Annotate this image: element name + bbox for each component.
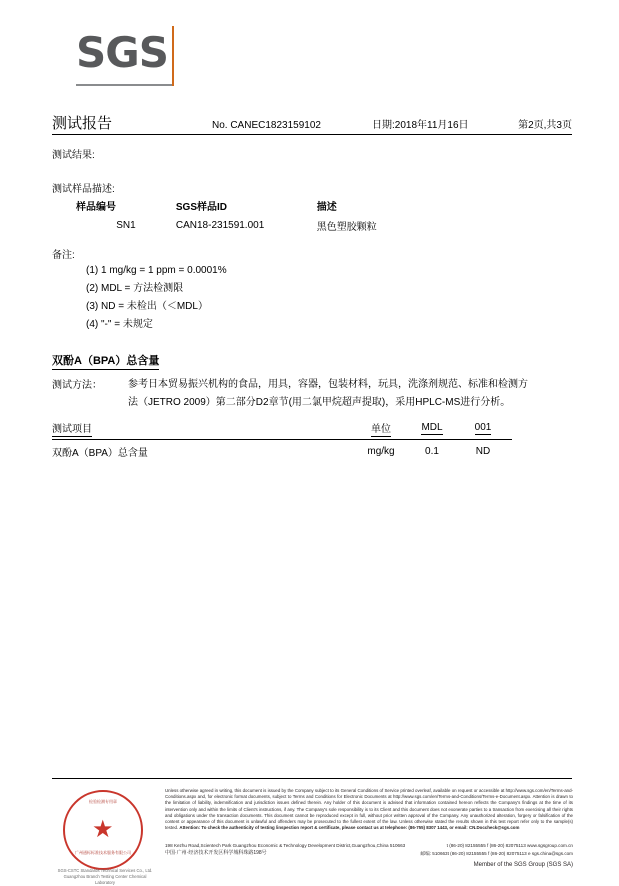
cell-unit: mg/kg [367,446,395,457]
column-header-unit [352,420,410,440]
footer-divider [52,778,572,779]
column-header-sample-no: 样品编号 [76,202,116,213]
sgs-logo [76,30,186,76]
results-label: 测试结果: [52,150,95,161]
cell-mdl: 0.1 [425,446,439,457]
method-line: 参考日本贸易振兴机构的食品，用具，容器，包装材料，玩具，洗涤剂规范、标准和检测方 [128,379,528,390]
company-seal [57,790,153,885]
cell-result-001: ND [475,446,491,457]
footer-disclaimer [165,788,573,831]
table-header-row [52,420,512,440]
test-method-text [128,376,528,412]
column-header-sgs-id: SGS样品ID [175,202,227,213]
column-header-test-item-label: 测试项目 [52,424,92,435]
member-line: Member of the SGS Group (SGS SA) [473,862,573,868]
cell-test-item: 双酚A（BPA）总含量 [52,448,148,459]
list-item: (2) MDL = 方法检测限 [86,283,184,294]
page-title: 测试报告 [52,115,113,132]
test-method-label: 测试方法： [52,380,102,391]
column-header-sample-001 [454,420,512,440]
sample-table [76,198,496,233]
list-item: (3) ND = 未检出（＜MDL） [86,301,208,312]
cell-sample-no: SN1 [116,220,136,231]
column-header-unit-label: 单位 [371,424,391,435]
result-table [52,420,512,459]
column-header-test-item [52,420,352,440]
column-header-sample-001-label: 001 [474,422,492,433]
method-line: 法（JETRO 2009）第二部分D2章节(用二氯甲烷超声提取)，采用HPLC-MS进行分析。 [128,397,511,408]
report-date: 日期:2018年11月16日 [372,120,469,131]
logo-underline [76,84,172,86]
address-row-en [165,842,573,850]
column-header-mdl [410,420,454,440]
address-en: 198 Kezhu Road,Scientech Park Guangzhou Economic & Technology Development District,Guangzhou,China 510663 [165,843,406,848]
header-divider [52,134,572,135]
footer-address [165,842,573,857]
logo-accent-bar [172,26,174,86]
cell-sgs-id: CAN18-231591.001 [175,220,265,231]
seal-caption-line: Guangzhou Branch Testing Center Chemical Laboratory [63,874,147,885]
contact-en: t (86-20) 82155555 f (86-20) 82075113 www.sgsgroup.com.cn [446,843,573,848]
column-header-mdl-label: MDL [421,422,443,433]
sample-description-label: 测试样品描述: [52,184,115,195]
zip-cn: 邮编: 510663 [420,850,448,856]
address-cn: 中国·广州·经济技术开发区科学城科珠路198号 [165,849,267,856]
page-number: 第2页,共3页 [518,120,572,131]
report-header-row [52,112,572,133]
seal-caption [55,868,155,886]
footer-disclaimer-text: Unless otherwise agreed in writing, this document is issued by the Company subject to its General Conditions of Service printed overleaf, available on request or accessible at http://www.sgs.com/en/Terms-and-Conditions.aspx and, for electronic format documents, subject to Terms and Conditions for Electronic Documents at http://www.sgs.com/en/Terms-and-Conditions/Terms-e-Document.aspx. Attention is drawn to the limitation of liability, indemnification and jurisdiction issues defined therein. Any holder of this document is advised that information contained hereon reflects the Company's findings at the time of its intervention only and within the limits of Client's instructions, if any. The Company's sole responsibility is to its Client and this document does not exonerate parties to a transaction from exercising all their rights and obligations under the transaction documents. This document cannot be reproduced except in full, without prior written approval of the Company. Any unauthorized alteration, forgery or falsification of the content or appearance of this document is unlawful and offenders may be prosecuted to the fullest extent of the law. Unless otherwise stated the results shown in this test report refer only to the sample(s) tested. [165,788,573,831]
sgs-logo-text: SGS [76,28,168,77]
report-number: No. CANEC1823159102 [212,120,321,131]
seal-caption-line: SGS-CSTC Standards Technical Services Co., Ltd. [57,868,153,873]
list-item: (4) "-" = 未规定 [86,319,153,330]
seal-bottom-text: 广州通标标准技术服务有限公司 [75,850,131,855]
contact-cn: t (86-20) 82155555 f (86-20) 82075113 e sgs.china@sgs.com [447,850,573,856]
table-header-row [76,198,496,218]
seal-top-text: 检验检测专用章 [89,799,117,804]
section-heading-bpa: 双酚A（BPA）总含量 [52,352,159,370]
remarks-label: 备注: [52,250,75,261]
remarks-list [86,262,227,334]
table-row [52,440,512,460]
column-header-description: 描述 [316,202,337,213]
table-row [76,218,496,233]
cell-description: 黑色塑胶颗粒 [316,222,377,233]
list-item: (1) 1 mg/kg = 1 ppm = 0.0001% [86,265,227,276]
footer-authenticity-note: Attention: To check the authenticity of testing /inspection report & certificate, please contact us at telephone: (86-755) 8307 1443, or email: CN.Doccheck@sgs.com [179,825,520,831]
address-row-cn [165,850,573,858]
